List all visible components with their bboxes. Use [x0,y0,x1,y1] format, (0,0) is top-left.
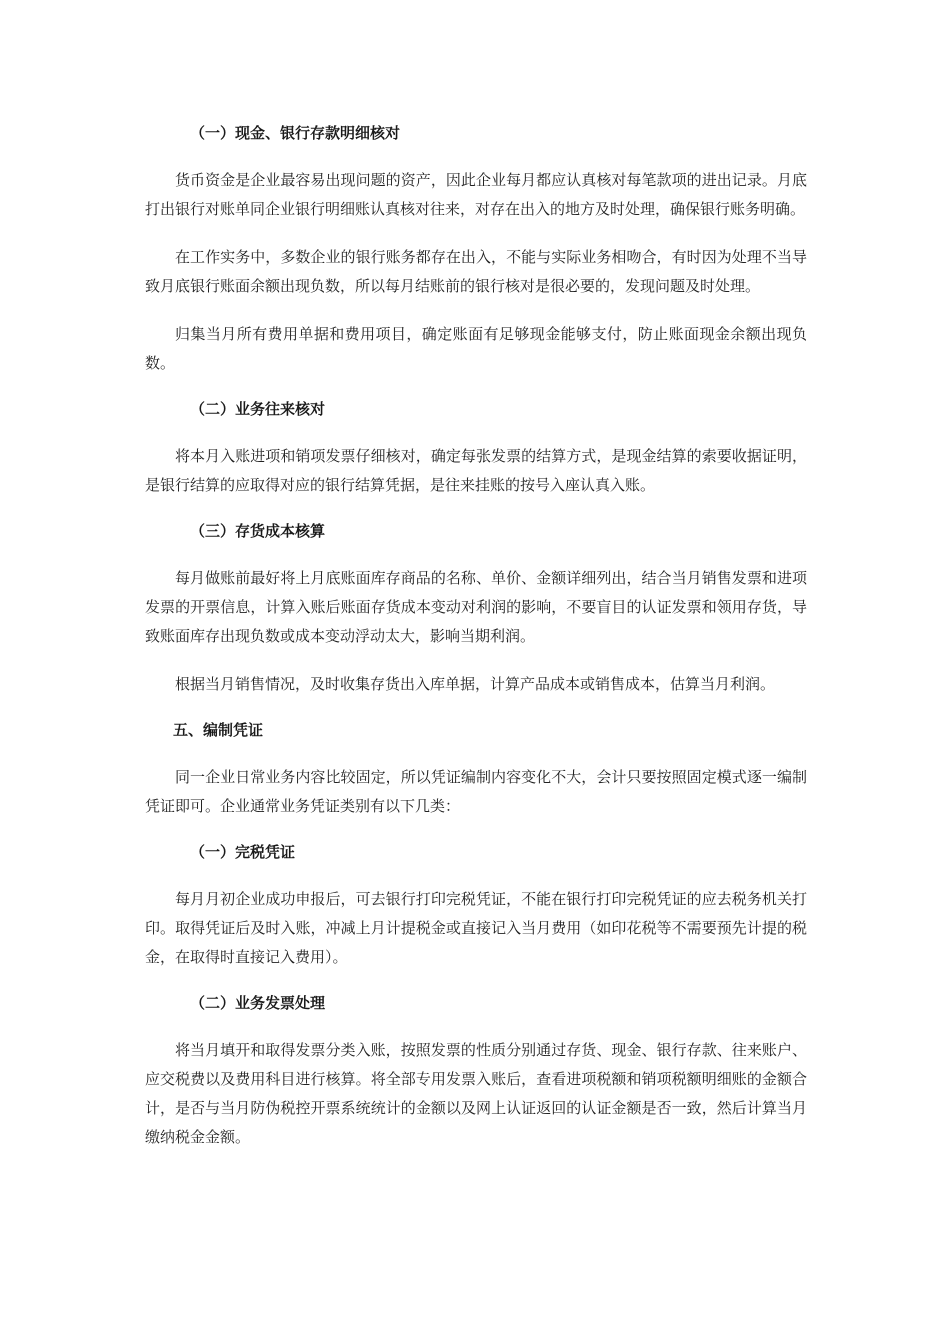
paragraph: 将本月入账进项和销项发票仔细核对，确定每张发票的结算方式，是现金结算的索要收据证明，是银行结算的应取得对应的银行结算凭据，是往来挂账的按号入座认真入账。 [145,447,807,494]
section-heading-invoice-processing: （二）业务发票处理 [190,994,326,1012]
paragraph: 每月月初企业成功申报后，可去银行打印完税凭证，不能在银行打印完税凭证的应去税务机关打印。取得凭证后及时入账，冲减上月计提税金或直接记入当月费用（如印花税等不需要预先计提的税金，在取得时直接记入费用）。 [145,890,807,966]
section-heading-business-dealings: （二）业务往来核对 [190,400,326,418]
paragraph: 货币资金是企业最容易出现问题的资产，因此企业每月都应认真核对每笔款项的进出记录。月底打出银行对账单同企业银行明细账认真核对往来，对存在出入的地方及时处理，确保银行账务明确。 [145,171,807,218]
paragraph: 在工作实务中，多数企业的银行账务都存在出入，不能与实际业务相吻合，有时因为处理不当导致月底银行账面余额出现负数，所以每月结账前的银行核对是很必要的，发现问题及时处理。 [145,248,807,295]
chapter-heading-vouchers: 五、编制凭证 [173,721,264,739]
section-heading-cash-bank: （一）现金、银行存款明细核对 [190,124,401,142]
section-heading-inventory-cost: （三）存货成本核算 [190,522,326,540]
paragraph: 将当月填开和取得发票分类入账，按照发票的性质分别通过存货、现金、银行存款、往来账户、应交税费以及费用科目进行核算。将全部专用发票入账后，查看进项税额和销项税额明细账的金额合计，是否与当月防伪税控开票系统统计的金额以及网上认证返回的认证金额是否一致，然后计算当月缴纳税金金额。 [145,1041,807,1146]
paragraph: 归集当月所有费用单据和费用项目，确定账面有足够现金能够支付，防止账面现金余额出现负数。 [145,325,807,372]
section-heading-tax-voucher: （一）完税凭证 [190,843,296,861]
paragraph: 同一企业日常业务内容比较固定，所以凭证编制内容变化不大，会计只要按照固定模式逐一编制凭证即可。企业通常业务凭证类别有以下几类： [145,768,807,815]
document-body [145,121,807,1171]
paragraph: 每月做账前最好将上月底账面库存商品的名称、单价、金额详细列出，结合当月销售发票和进项发票的开票信息，计算入账后账面存货成本变动对利润的影响，不要盲目的认证发票和领用存货，导致账面库存出现负数或成本变动浮动太大，影响当期利润。 [145,569,807,645]
paragraph: 根据当月销售情况，及时收集存货出入库单据，计算产品成本或销售成本，估算当月利润。 [175,675,776,693]
